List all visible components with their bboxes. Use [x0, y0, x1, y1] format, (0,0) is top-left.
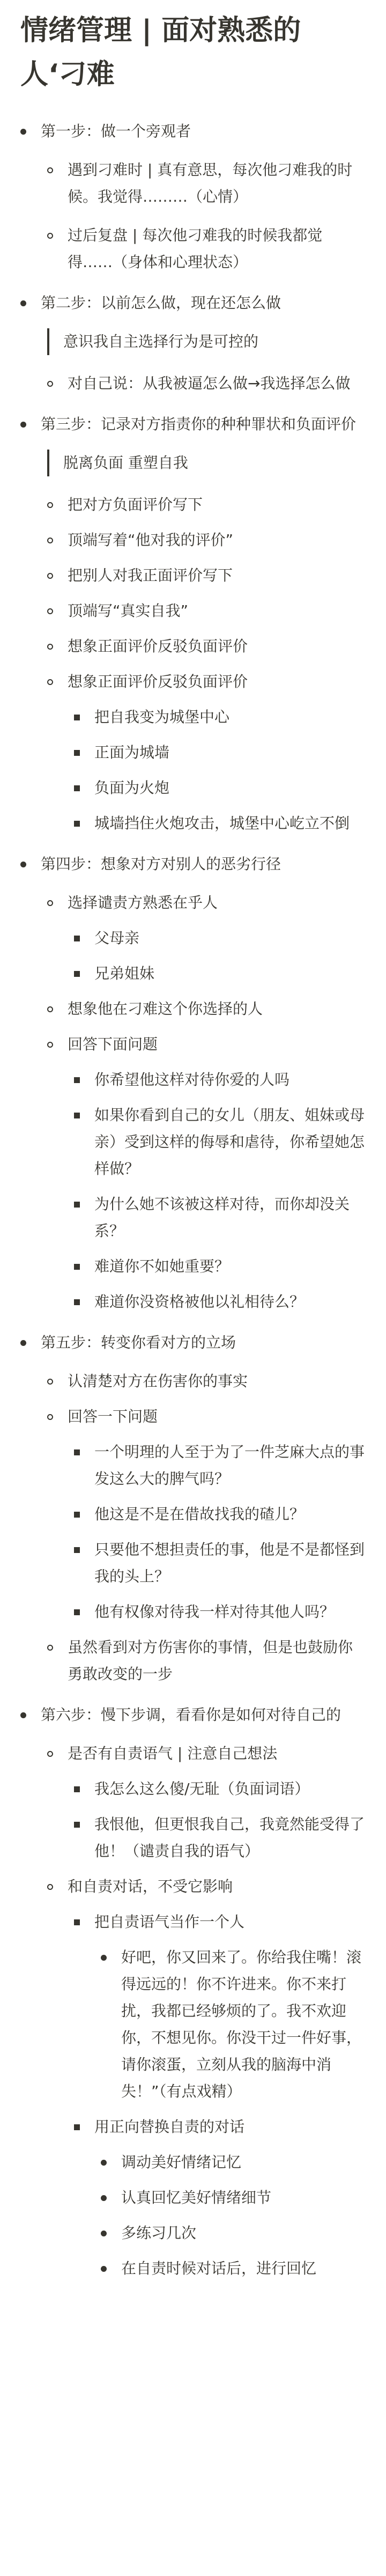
list-item-text: 虽然看到对方伤害你的事情，但是也鼓励你勇敢改变的一步 — [68, 1638, 353, 1683]
bullet-square-icon — [74, 1919, 80, 1925]
bullet-circle-icon — [47, 1414, 53, 1420]
bullet-square-icon — [74, 1449, 80, 1455]
list-item-step6 — [20, 1702, 365, 1728]
list-item — [47, 668, 365, 695]
list-item-text: 对自己说：从我被逼怎么做→我选择怎么做 — [68, 374, 351, 392]
list-item-text: 把别人对我正面评价写下 — [68, 566, 233, 584]
bullet-disc-icon — [101, 2266, 107, 2272]
list-item — [47, 562, 365, 589]
list-item-text: 父母亲 — [94, 929, 140, 947]
bullet-square-icon — [74, 1202, 80, 1208]
list-item-text: 一个明理的人至于为了一件芝麻大点的事发这么大的脾气吗？ — [94, 1443, 365, 1488]
list-item-text: 城墙挡住火炮攻击，城堡中心屹立不倒 — [94, 814, 350, 832]
bullet-circle-icon — [47, 167, 53, 173]
list-item-text: 他有权像对待我一样对待其他人吗？ — [94, 1603, 335, 1621]
bullet-disc-icon — [101, 1955, 107, 1961]
list-item — [74, 1253, 365, 1280]
list-item — [74, 704, 365, 731]
list-item — [47, 370, 365, 397]
list-item — [47, 1403, 365, 1430]
list-item-step4 — [20, 851, 365, 878]
list-item-text: 过后复盘 | 每次他刁难我的时候我都觉得……（身体和心理状态） — [68, 226, 323, 271]
list-item-text: 是否有自责语气 | 注意自己想法 — [68, 1745, 278, 1762]
list-item-text: 难道你不如她重要？ — [94, 1257, 230, 1275]
bullet-disc-icon — [20, 862, 26, 867]
list-item-text: 如果你看到自己的女儿（朋友、姐妹或母亲）受到这样的侮辱和虐待，你希望她怎样做？ — [94, 1106, 365, 1177]
bullet-square-icon — [74, 1786, 80, 1792]
bullet-square-icon — [74, 1299, 80, 1305]
list-item-text: 我怎么这么傻/无耻（负面词语） — [94, 1780, 310, 1798]
list-item — [47, 889, 365, 916]
list-item-text: 顶端写着“他对我的评价” — [68, 531, 234, 549]
quote-block: 意识我自主选择行为是可控的 — [47, 328, 365, 355]
list-item — [74, 775, 365, 801]
list-item-text: 为什么她不该被这样对待，而你却没关系？ — [94, 1195, 350, 1240]
bullet-circle-icon — [47, 233, 53, 239]
list-item — [47, 157, 365, 210]
list-item — [74, 2114, 365, 2140]
list-item-text: 遇到刁难时 | 真有意思，每次他刁难我的时候。我觉得………（心情） — [68, 161, 353, 205]
list-item — [47, 598, 365, 624]
list-item — [101, 2184, 365, 2211]
bullet-circle-icon — [47, 900, 53, 906]
quote-block: 脱离负面 重塑自我 — [47, 450, 365, 476]
list-item-text: 在自责时候对话后，进行回忆 — [121, 2259, 317, 2277]
bullet-square-icon — [74, 1264, 80, 1270]
bullet-square-icon — [74, 821, 80, 827]
bullet-square-icon — [74, 1077, 80, 1083]
list-item-text: 顶端写“真实自我” — [68, 602, 189, 620]
bullet-disc-icon — [20, 129, 26, 135]
list-item — [47, 527, 365, 554]
list-item-step3 — [20, 411, 365, 438]
list-item — [74, 1289, 365, 1315]
list-item-text: 认真回忆美好情绪细节 — [121, 2189, 272, 2206]
list-item-text: 回答下面问题 — [68, 1035, 158, 1053]
bullet-disc-icon — [20, 422, 26, 428]
list-item — [47, 1031, 365, 1058]
bullet-square-icon — [74, 936, 80, 941]
list-item-text: 把对方负面评价写下 — [68, 496, 203, 513]
bullet-circle-icon — [47, 573, 53, 579]
list-item-text: 把自我变为城堡中心 — [94, 708, 230, 726]
bullet-circle-icon — [47, 608, 53, 614]
list-item — [47, 1634, 365, 1688]
list-item — [74, 1439, 365, 1492]
list-item — [47, 633, 365, 660]
bullet-circle-icon — [47, 538, 53, 543]
list-item-text: 用正向替换自责的对话 — [94, 2118, 245, 2136]
list-item-step1 — [20, 118, 365, 145]
bullet-square-icon — [74, 1547, 80, 1553]
list-item — [101, 1944, 365, 2105]
bullet-circle-icon — [47, 502, 53, 508]
list-item-text: 只要他不想担责任的事，他是不是都怪到我的头上？ — [94, 1541, 365, 1585]
bullet-square-icon — [74, 2124, 80, 2130]
list-item — [74, 810, 365, 837]
list-item-text: 认清楚对方在伤害你的事实 — [68, 1372, 248, 1390]
list-item — [74, 1191, 365, 1245]
bullet-disc-icon — [101, 2160, 107, 2166]
list-item-text: 兄弟姐妹 — [94, 965, 155, 982]
list-item — [74, 1776, 365, 1802]
bullet-square-icon — [74, 971, 80, 977]
bullet-disc-icon — [101, 2231, 107, 2236]
bullet-square-icon — [74, 1113, 80, 1118]
list-item-text: 想象正面评价反驳负面评价 — [68, 637, 248, 655]
list-item-step5 — [20, 1329, 365, 1356]
list-item-text: 把自责语气当作一个人 — [94, 1913, 245, 1931]
list-item-text: 难道你没资格被他以礼相待么？ — [94, 1293, 305, 1311]
bullet-circle-icon — [47, 1006, 53, 1012]
step5-label: 第五步：转变你看对方的立场 — [41, 1334, 236, 1351]
step3-label: 第三步：记录对方指责你的种种罪状和负面评价 — [41, 415, 357, 433]
list-item-text: 他这是不是在借故找我的碴儿？ — [94, 1505, 305, 1523]
bullet-circle-icon — [47, 679, 53, 685]
list-item — [74, 925, 365, 952]
list-item — [47, 1740, 365, 1767]
list-item-text: 好吧，你又回来了。你给我住嘴！滚得远远的！你不许进来。你不来打扰，我都已经够烦的了。我不欢迎你，不想见你。你没干过一件好事，请你滚蛋，立刻从我的脑海中消失！”（有点戏精） — [121, 1948, 362, 2100]
list-item — [47, 1873, 365, 1900]
list-item-text: 选择谴责方熟悉在乎人 — [68, 894, 218, 911]
list-item-text: 多练习几次 — [121, 2224, 197, 2242]
list-item — [74, 1066, 365, 1093]
bullet-circle-icon — [47, 1042, 53, 1048]
list-item-text: 想象他在刁难这个你选择的人 — [68, 1000, 263, 1018]
list-item-text: 回答一下问题 — [68, 1408, 158, 1425]
list-item — [101, 2149, 365, 2176]
list-item — [101, 2255, 365, 2282]
list-item-text: 你希望他这样对待你爱的人吗 — [94, 1071, 290, 1088]
bullet-disc-icon — [20, 1340, 26, 1346]
step4-label: 第四步：想象对方对别人的恶劣行径 — [41, 855, 281, 873]
bullet-disc-icon — [101, 2195, 107, 2201]
step6-label: 第六步：慢下步调，看看你是如何对待自己的 — [41, 1706, 342, 1724]
list-item-text: 调动美好情绪记忆 — [121, 2153, 242, 2171]
list-item — [74, 1909, 365, 1935]
list-item — [47, 1368, 365, 1395]
bullet-disc-icon — [20, 300, 26, 306]
bullet-square-icon — [74, 785, 80, 791]
list-item-text: 负面为火炮 — [94, 779, 170, 797]
bullet-circle-icon — [47, 1379, 53, 1385]
bullet-square-icon — [74, 1822, 80, 1828]
list-item — [74, 1599, 365, 1625]
list-item — [74, 960, 365, 987]
bullet-circle-icon — [47, 1884, 53, 1890]
list-item — [47, 996, 365, 1022]
list-item — [74, 1811, 365, 1865]
bullet-circle-icon — [47, 644, 53, 650]
list-item-text: 和自责对话，不受它影响 — [68, 1878, 233, 1895]
bullet-circle-icon — [47, 1645, 53, 1651]
list-item — [74, 1102, 365, 1182]
step1-label: 第一步：做一个旁观者 — [41, 122, 191, 140]
bullet-square-icon — [74, 715, 80, 720]
list-item — [74, 739, 365, 766]
step2-label: 第二步：以前怎么做，现在还怎么做 — [41, 294, 281, 312]
list-item — [101, 2220, 365, 2247]
list-item-text: 想象正面评价反驳负面评价 — [68, 673, 248, 690]
bullet-circle-icon — [47, 381, 53, 387]
page-title: 情绪管理 | 面对熟悉的人‘刁难 — [20, 14, 301, 91]
list-item — [47, 222, 365, 276]
bullet-square-icon — [74, 750, 80, 756]
list-item — [74, 1536, 365, 1590]
bullet-square-icon — [74, 1512, 80, 1518]
bullet-circle-icon — [47, 1751, 53, 1757]
bullet-square-icon — [74, 1609, 80, 1615]
list-item-text: 正面为城墙 — [94, 744, 170, 761]
list-item — [47, 491, 365, 518]
list-item-step2 — [20, 290, 365, 317]
list-item-text: 我恨他，但更恨我自己，我竟然能受得了他！（谴责自我的语气） — [94, 1815, 365, 1860]
list-item — [74, 1501, 365, 1528]
bullet-disc-icon — [20, 1712, 26, 1718]
